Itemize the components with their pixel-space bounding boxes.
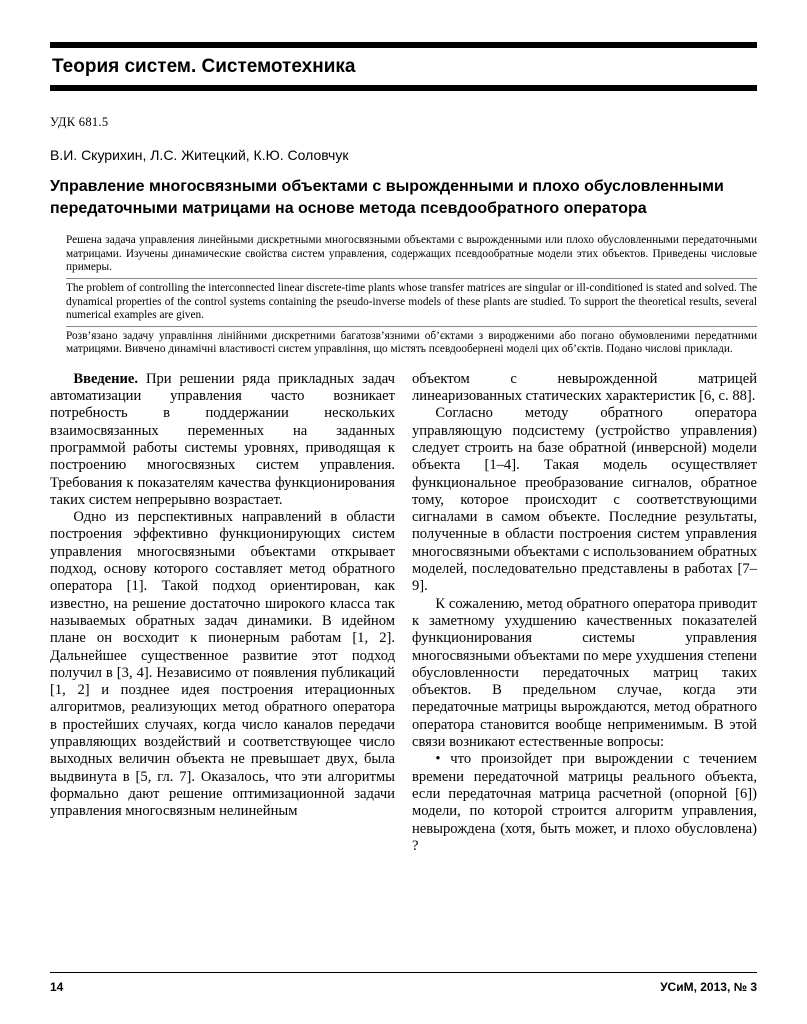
paragraph-lead: Введение.	[73, 370, 139, 387]
authors-line: В.И. Скурихин, Л.С. Житецкий, К.Ю. Соловчук	[50, 147, 349, 163]
body-column-left	[50, 371, 395, 855]
paragraph: Одно из перспективных направлений в области построения эффективно функционирующих систем управления многосвязными объектами открывает подход, основу которого составляет метод обратного оператора [1]. Такой подход ориентирован, как известно, на решение достаточно широкого класса так называемых обратных задач динамики. В идейном плане он восходит к пионерным работам [1, 2]. Дальнейшее существенное развитие этот подход получил в [3, 4]. Независимо от появления публикаций [1, 2] и позднее идея построения итерационных алгоритмов, реализующих метод обратного оператора в простейших случаях, когда число каналов передачи управляющих воздействий и соответствующее число выходных величин объекта не превышает двух, была выдвинута в [5, гл. 7]. Оказалось, что эти алгоритмы формально дают решение оптимизационной задачи управления многосвязным нелинейным	[50, 509, 395, 820]
paragraph: К сожалению, метод обратного оператора приводит к заметному ухудшению качественных показателей функционирования системы управления многосвязными объектами по мере ухудшения степени обусловленности передаточных матриц таких объектов. В предельном случае, когда эти передаточные матрицы вырождаются, метод обратного оператора становится вообще неприменимым. В этой связи возникают естественные вопросы:	[412, 595, 757, 751]
page-number: 14	[50, 980, 64, 994]
paragraph-introduction	[50, 371, 395, 509]
journal-reference: УСиМ, 2013, № 3	[660, 980, 757, 994]
abstract-english: The problem of controlling the interconnected linear discrete-time plants whose transfer matrices are singular or ill-conditioned is stated and solved. The dynamical properties of the control systems containing the pseudo-inverse models of these plants are studied. To support the theoretical results, several numerical examples are given.	[66, 278, 757, 326]
paragraph-bullet: • что произойдет при вырождении с течением времени передаточной матрицы реального объекта, если передаточная матрица расчетной (опорной [6]) модели, по которой строится алгоритм управления, невырождена (хотя, быть может, и плохо обусловлена) ?	[412, 751, 757, 854]
paragraph-continuation: объектом с невырожденной матрицей линеаризованных статических характеристик [6, с. 88].	[412, 370, 757, 405]
body-columns	[50, 371, 757, 855]
paragraph: Согласно методу обратного оператора управляющую подсистему (устройство управления) следует строить на базе обратной (инверсной) модели объекта [1–4]. Такая модель осуществляет функциональное преобразование сигналов, обратное тому, которое происходит с соответствующими сигналами в самом объекте. Последние результаты, полученные в области построения систем управления многосвязными объектами с использованием обратных моделей, последовательно представлены в работах [7–9].	[412, 405, 757, 595]
paragraph-text: При решении ряда прикладных задач автоматизации управления часто возникает потребность в поддержании нескольких взаимосвязанных переменных на заданных программой работы системы уровнях, приводящая к построению многосвязных систем управления. Требования к показателям качества функционирования таких систем непрерывно возрастает.	[50, 370, 395, 508]
paper-title: Управление многосвязными объектами с вырожденными и плохо обусловленными передаточными матрицами на основе метода псевдообратного оператора	[50, 178, 724, 217]
abstract-russian: Решена задача управления линейными дискретными многосвязными объектами с вырожденными или плохо обусловленными передаточными матрицами. Изучены динамические свойства систем управления, содержащих псевдообратные модели этих объектов. Приведены числовые примеры.	[66, 234, 757, 273]
abstract-ukrainian: Розв’язано задачу управління лінійними дискретними багатозв’язними об’єктами з виродженими або погано обумовленими передатними матрицями. Вивчено динамічні властивості систем управління, що містять псевдообернені моделі цих об’єктів. Подано числові приклади.	[66, 326, 757, 361]
section-header: Теория систем. Системотехника	[52, 56, 356, 77]
body-column-right	[412, 371, 757, 855]
header-bottom-rule	[50, 85, 757, 91]
abstracts-block	[66, 231, 757, 361]
udc-code: УДК 681.5	[50, 115, 109, 129]
page-footer	[50, 972, 757, 994]
